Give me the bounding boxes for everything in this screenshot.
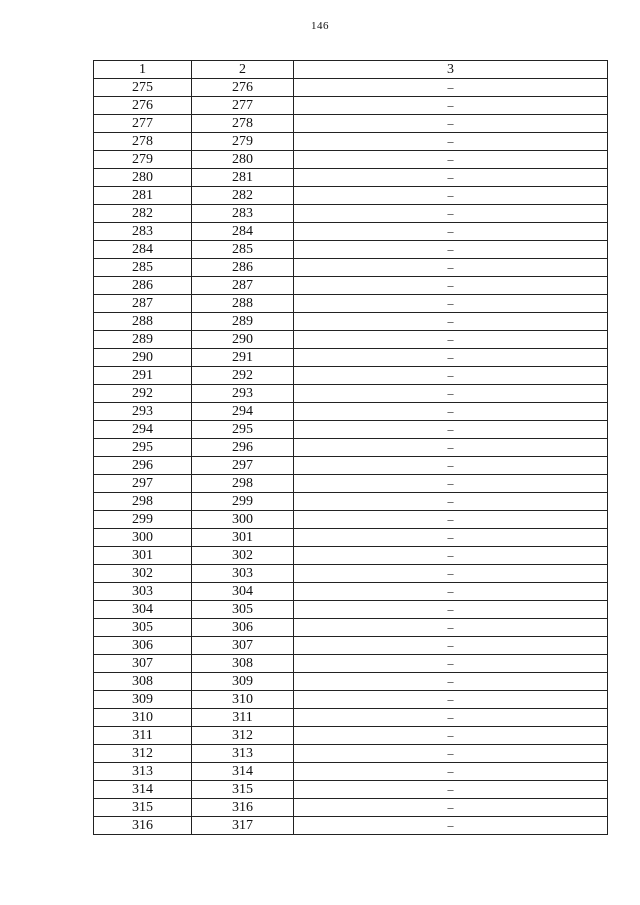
table-cell-col1: 302: [94, 565, 192, 583]
table-cell-col3: –: [294, 763, 608, 781]
table-cell-col1: 310: [94, 709, 192, 727]
table-cell-col1: 313: [94, 763, 192, 781]
table-cell-col2: 301: [192, 529, 294, 547]
table-row: [94, 637, 608, 655]
table-cell-col3: –: [294, 475, 608, 493]
table-cell-col1: 294: [94, 421, 192, 439]
table-row: [94, 493, 608, 511]
table-row: [94, 601, 608, 619]
table-row: [94, 673, 608, 691]
table-cell-col3: –: [294, 655, 608, 673]
table-cell-col1: 283: [94, 223, 192, 241]
table-cell-col3: –: [294, 115, 608, 133]
table-cell-col2: 294: [192, 403, 294, 421]
table-row: [94, 169, 608, 187]
table-cell-col1: 291: [94, 367, 192, 385]
table-row: [94, 403, 608, 421]
table-cell-col3: –: [294, 745, 608, 763]
table-row: [94, 151, 608, 169]
table-cell-col3: –: [294, 673, 608, 691]
table-row: [94, 367, 608, 385]
table-cell-col1: 292: [94, 385, 192, 403]
table-row: [94, 205, 608, 223]
table-cell-col3: –: [294, 385, 608, 403]
table-cell-col2: 290: [192, 331, 294, 349]
table-cell-col2: 295: [192, 421, 294, 439]
table-cell-col2: 298: [192, 475, 294, 493]
table-row: [94, 241, 608, 259]
table-cell-col1: 285: [94, 259, 192, 277]
table-cell-col1: 315: [94, 799, 192, 817]
table-cell-col1: 290: [94, 349, 192, 367]
table-row: [94, 457, 608, 475]
table-row: [94, 97, 608, 115]
table-row: [94, 475, 608, 493]
table-cell-col3: –: [294, 583, 608, 601]
table-cell-col1: 304: [94, 601, 192, 619]
table-cell-col2: 313: [192, 745, 294, 763]
table-cell-col2: 288: [192, 295, 294, 313]
table-cell-col1: 311: [94, 727, 192, 745]
table-cell-col2: 287: [192, 277, 294, 295]
table-cell-col3: –: [294, 709, 608, 727]
table-cell-col1: 297: [94, 475, 192, 493]
page-number: 146: [311, 20, 329, 32]
table-row: [94, 619, 608, 637]
table-cell-col3: –: [294, 133, 608, 151]
table-cell-col1: 286: [94, 277, 192, 295]
table-cell-col3: –: [294, 421, 608, 439]
table-cell-col3: –: [294, 691, 608, 709]
table-cell-col2: 286: [192, 259, 294, 277]
table-row: [94, 511, 608, 529]
table-cell-col1: 309: [94, 691, 192, 709]
table-cell-col3: –: [294, 511, 608, 529]
table-cell-col1: 275: [94, 79, 192, 97]
table-cell-col2: 312: [192, 727, 294, 745]
table-cell-col1: 281: [94, 187, 192, 205]
table-cell-col1: 314: [94, 781, 192, 799]
table-cell-col3: –: [294, 331, 608, 349]
column-header-1: 1: [94, 61, 192, 79]
table-cell-col1: 277: [94, 115, 192, 133]
table-cell-col3: –: [294, 349, 608, 367]
data-table: [93, 60, 608, 835]
table-cell-col1: 305: [94, 619, 192, 637]
column-header-2: 2: [192, 61, 294, 79]
table-row: [94, 439, 608, 457]
table-cell-col3: –: [294, 799, 608, 817]
table-cell-col3: –: [294, 187, 608, 205]
table-cell-col3: –: [294, 547, 608, 565]
table-cell-col1: 300: [94, 529, 192, 547]
table-row: [94, 421, 608, 439]
table-row: [94, 727, 608, 745]
table-row: [94, 79, 608, 97]
table-cell-col1: 312: [94, 745, 192, 763]
table-cell-col3: –: [294, 403, 608, 421]
table-cell-col3: –: [294, 97, 608, 115]
table-cell-col3: –: [294, 781, 608, 799]
table-row: [94, 385, 608, 403]
table-cell-col1: 278: [94, 133, 192, 151]
table-row: [94, 295, 608, 313]
table-row: [94, 691, 608, 709]
table-row: [94, 709, 608, 727]
table-cell-col1: 287: [94, 295, 192, 313]
table-cell-col2: 309: [192, 673, 294, 691]
table-cell-col1: 306: [94, 637, 192, 655]
table-row: [94, 565, 608, 583]
table-cell-col1: 295: [94, 439, 192, 457]
table-row: [94, 655, 608, 673]
table-cell-col3: –: [294, 637, 608, 655]
table-cell-col2: 279: [192, 133, 294, 151]
table-row: [94, 547, 608, 565]
table-cell-col3: –: [294, 439, 608, 457]
table-cell-col2: 302: [192, 547, 294, 565]
table-row: [94, 223, 608, 241]
table-cell-col2: 297: [192, 457, 294, 475]
table-cell-col2: 293: [192, 385, 294, 403]
table-cell-col2: 299: [192, 493, 294, 511]
table-row: [94, 259, 608, 277]
table-body: [94, 79, 608, 835]
table-cell-col2: 306: [192, 619, 294, 637]
table-cell-col2: 285: [192, 241, 294, 259]
table-header: [94, 61, 608, 79]
table-cell-col3: –: [294, 241, 608, 259]
table-cell-col1: 308: [94, 673, 192, 691]
table-cell-col3: –: [294, 277, 608, 295]
table-cell-col1: 299: [94, 511, 192, 529]
table-cell-col2: 308: [192, 655, 294, 673]
table-cell-col2: 278: [192, 115, 294, 133]
table-row: [94, 763, 608, 781]
table-cell-col3: –: [294, 169, 608, 187]
table-cell-col2: 315: [192, 781, 294, 799]
table-cell-col1: 282: [94, 205, 192, 223]
table-cell-col1: 303: [94, 583, 192, 601]
table-cell-col1: 289: [94, 331, 192, 349]
table-cell-col3: –: [294, 205, 608, 223]
table-cell-col1: 280: [94, 169, 192, 187]
header-row: [94, 61, 608, 79]
table-cell-col1: 301: [94, 547, 192, 565]
table-cell-col2: 289: [192, 313, 294, 331]
table-cell-col1: 288: [94, 313, 192, 331]
table-cell-col3: –: [294, 601, 608, 619]
table-cell-col1: 307: [94, 655, 192, 673]
table-row: [94, 187, 608, 205]
table-cell-col1: 298: [94, 493, 192, 511]
table-cell-col2: 316: [192, 799, 294, 817]
table-row: [94, 817, 608, 835]
column-header-3: 3: [294, 61, 608, 79]
table-cell-col2: 292: [192, 367, 294, 385]
table-cell-col2: 305: [192, 601, 294, 619]
table-cell-col2: 304: [192, 583, 294, 601]
table-cell-col2: 281: [192, 169, 294, 187]
table-row: [94, 799, 608, 817]
table-row: [94, 115, 608, 133]
table-cell-col1: 293: [94, 403, 192, 421]
table-cell-col2: 296: [192, 439, 294, 457]
table-row: [94, 277, 608, 295]
table-cell-col2: 280: [192, 151, 294, 169]
table-cell-col3: –: [294, 259, 608, 277]
table-cell-col2: 277: [192, 97, 294, 115]
table-cell-col3: –: [294, 817, 608, 835]
table-cell-col3: –: [294, 223, 608, 241]
table-cell-col2: 310: [192, 691, 294, 709]
table-cell-col3: –: [294, 493, 608, 511]
table-cell-col2: 314: [192, 763, 294, 781]
table-cell-col3: –: [294, 79, 608, 97]
table-row: [94, 133, 608, 151]
table-cell-col1: 276: [94, 97, 192, 115]
table-cell-col3: –: [294, 727, 608, 745]
table-cell-col2: 317: [192, 817, 294, 835]
table-cell-col1: 316: [94, 817, 192, 835]
table-cell-col1: 279: [94, 151, 192, 169]
table-cell-col3: –: [294, 529, 608, 547]
table-cell-col3: –: [294, 295, 608, 313]
table-cell-col2: 276: [192, 79, 294, 97]
table-cell-col3: –: [294, 619, 608, 637]
table-cell-col3: –: [294, 565, 608, 583]
table-cell-col2: 303: [192, 565, 294, 583]
table-cell-col2: 307: [192, 637, 294, 655]
table-cell-col1: 284: [94, 241, 192, 259]
table-cell-col3: –: [294, 457, 608, 475]
table-row: [94, 331, 608, 349]
table-cell-col2: 300: [192, 511, 294, 529]
table-row: [94, 529, 608, 547]
table-cell-col2: 311: [192, 709, 294, 727]
table-row: [94, 781, 608, 799]
table-cell-col2: 282: [192, 187, 294, 205]
table-row: [94, 313, 608, 331]
table-cell-col2: 284: [192, 223, 294, 241]
table-row: [94, 745, 608, 763]
table-row: [94, 583, 608, 601]
table-cell-col1: 296: [94, 457, 192, 475]
table-row: [94, 349, 608, 367]
table-cell-col3: –: [294, 367, 608, 385]
table-cell-col3: –: [294, 313, 608, 331]
table-cell-col2: 283: [192, 205, 294, 223]
table-cell-col3: –: [294, 151, 608, 169]
table-cell-col2: 291: [192, 349, 294, 367]
